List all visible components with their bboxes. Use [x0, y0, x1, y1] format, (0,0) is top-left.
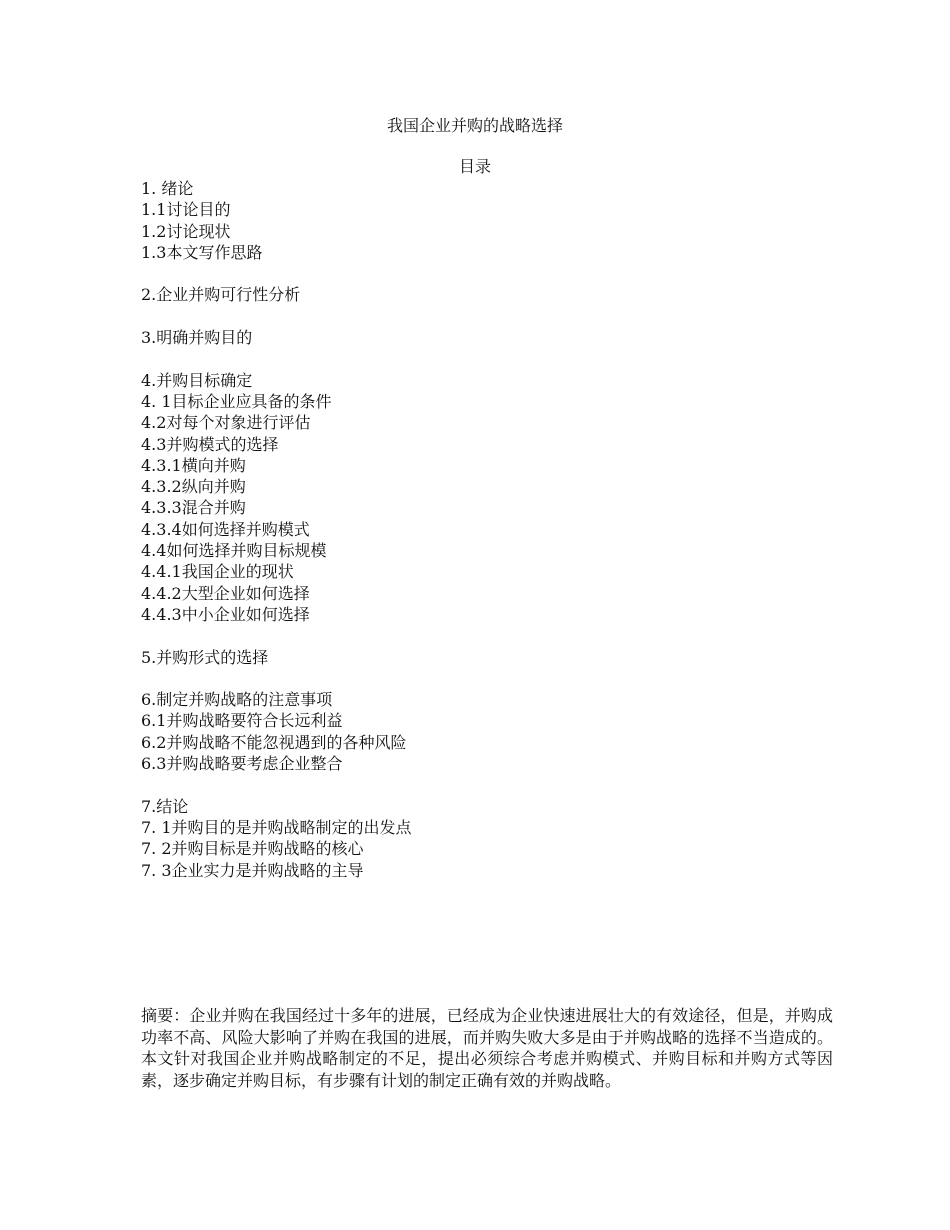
toc-entry: 1.1讨论目的: [141, 200, 231, 220]
toc-entry: 4.并购目标确定: [141, 370, 253, 390]
toc-entry: 6.制定并购战略的注意事项: [141, 690, 333, 710]
toc-entry: 7.结论: [141, 796, 189, 816]
toc-spacer: [141, 774, 841, 795]
toc-entry: 1.3本文写作思路: [141, 242, 263, 262]
toc-spacer: [141, 348, 841, 369]
toc-entry: 4.4如何选择并购目标规模: [141, 541, 327, 561]
toc-entry: 4.4.3中小企业如何选择: [141, 604, 310, 624]
toc-entry: 1. 绪论: [141, 179, 194, 198]
toc-entry: 4. 1目标企业应具备的条件: [141, 391, 332, 411]
toc-entry: 4.3.1横向并购: [141, 455, 246, 475]
toc-entry: 5.并购形式的选择: [141, 647, 269, 667]
table-of-contents: [141, 178, 841, 881]
toc-spacer: [141, 668, 841, 689]
toc-entry: 2.企业并购可行性分析: [141, 285, 301, 305]
toc-entry: 7. 1并购目的是并购战略制定的出发点: [141, 817, 412, 837]
toc-spacer: [141, 625, 841, 646]
toc-entry: 7. 3企业实力是并购战略的主导: [141, 860, 364, 880]
document-title: 我国企业并购的战略选择: [386, 116, 563, 135]
toc-entry: 4.2对每个对象进行评估: [141, 413, 311, 433]
toc-entry: 6.3并购战略要考虑企业整合: [141, 754, 343, 774]
toc-entry: 4.3.4如何选择并购模式: [141, 519, 310, 539]
toc-spacer: [141, 306, 841, 327]
toc-spacer: [141, 263, 841, 284]
toc-entry: 3.明确并购目的: [141, 328, 253, 348]
toc-entry: 7. 2并购目标是并购战略的核心: [141, 839, 364, 859]
toc-heading: 目录: [458, 157, 491, 176]
toc-entry: 4.3并购模式的选择: [141, 434, 279, 454]
toc-entry: 6.2并购战略不能忽视遇到的各种风险: [141, 732, 407, 752]
toc-entry: 6.1并购战略要符合长远利益: [141, 711, 343, 731]
toc-entry: 4.3.2纵向并购: [141, 477, 246, 497]
abstract-paragraph: 摘要：企业并购在我国经过十多年的进展，已经成为企业快速进展壮大的有效途径，但是，并购成功率不高、风险大影响了并购在我国的进展，而并购失败大多是由于并购战略的选择不当造成的。本文针对我国企业并购战略制定的不足，提出必须综合考虑并购模式、并购目标和并购方式等因素，逐步确定并购目标，有步骤有计划的制定正确有效的并购战略。: [141, 1006, 833, 1090]
toc-entry: 4.4.2大型企业如何选择: [141, 583, 310, 603]
toc-entry: 4.3.3混合并购: [141, 498, 246, 518]
toc-entry: 1.2讨论现状: [141, 221, 231, 241]
toc-entry: 4.4.1我国企业的现状: [141, 562, 294, 582]
